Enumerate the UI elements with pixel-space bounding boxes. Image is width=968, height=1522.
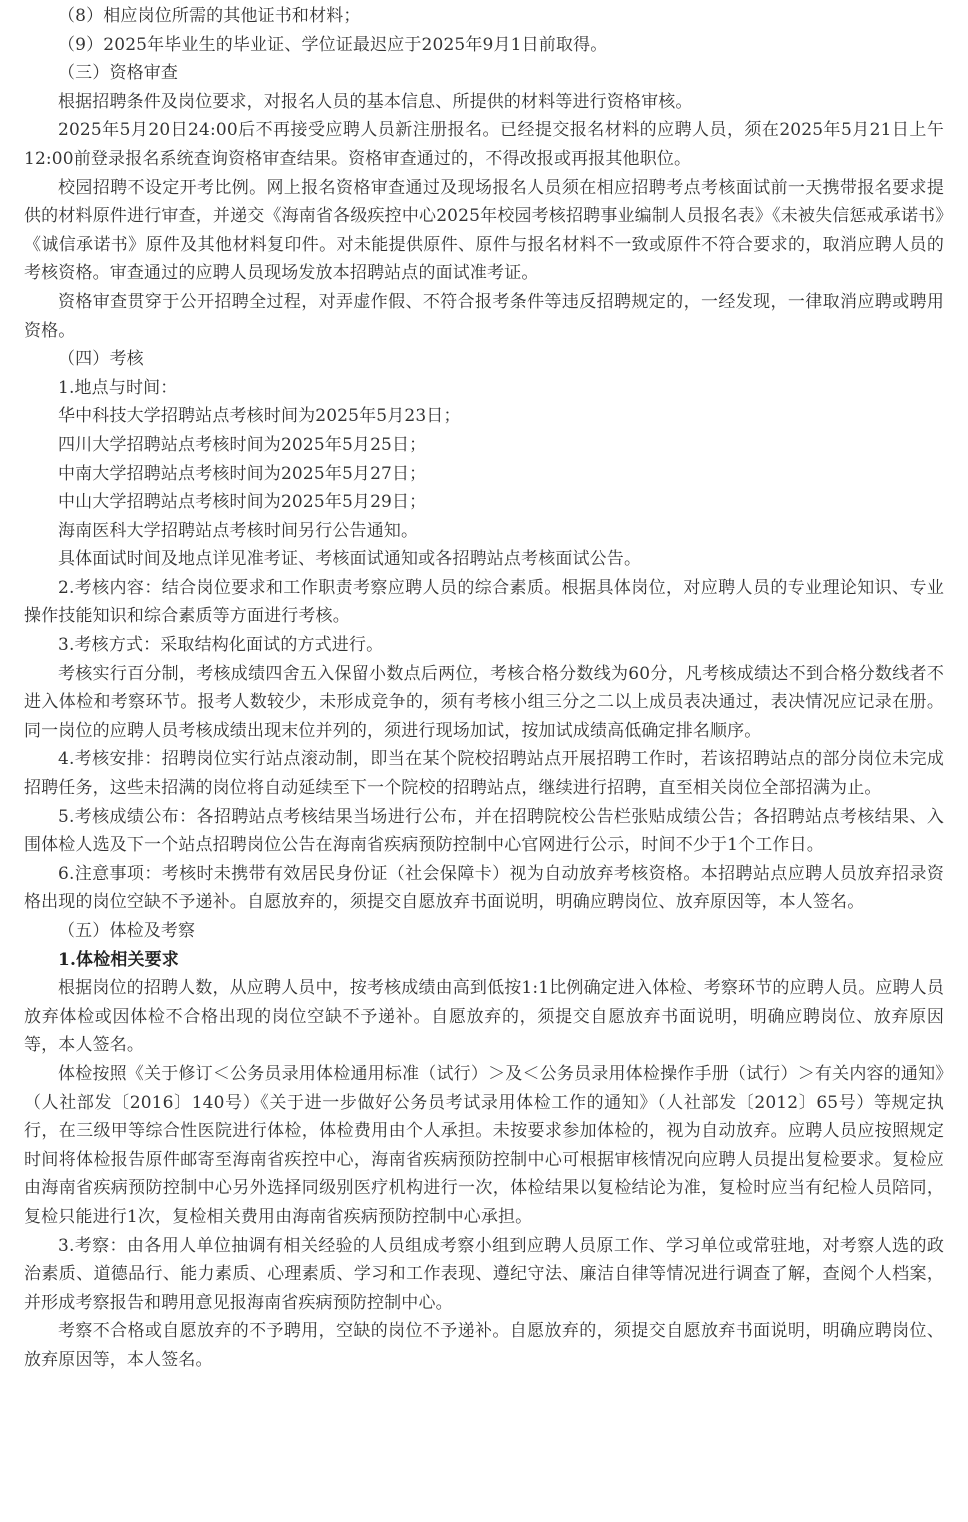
paragraph: （8）相应岗位所需的其他证书和材料； [58, 6, 361, 26]
section-heading: （三）资格审查 [58, 63, 179, 84]
subsection-heading: 1.体检相关要求 [58, 949, 179, 970]
paragraph: 2025年5月20日24:00后不再接受应聘人员新注册报名。已经提交报名材料的应聘人员，须在2025年5月21日上午12:00前登录报名系统查询资格审查结果。资格审查通过的，不得改报或再报其他职位。 [24, 120, 944, 169]
paragraph: 华中科技大学招聘站点考核时间为2025年5月23日； [58, 406, 461, 427]
section-heading: （四）考核 [58, 349, 144, 370]
paragraph: 6.注意事项：考核时未携带有效居民身份证（社会保障卡）视为自动放弃考核资格。本招聘站点应聘人员放弃招录资格出现的岗位空缺不予递补。自愿放弃的，须提交自愿放弃书面说明，明确应聘岗位、放弃原因等，本人签名。 [24, 863, 944, 913]
paragraph: 体检按照《关于修订＜公务员录用体检通用标准（试行）＞及＜公务员录用体检操作手册（试行）＞有关内容的通知》（人社部发〔2016〕140号）《关于进一步做好公务员考试录用体检工作的通知》（人社部发〔2012〕65号）等规定执行，在三级甲等综合性医院进行体检，体检费用由个人承担。未按要求参加体检的，视为自动放弃。应聘人员应按照规定时间将体检报告原件邮寄至海南省疾控中心，海南省疾病预防控制中心可根据审核情况向应聘人员提出复检要求。复检应由海南省疾病预防控制中心另外选择同级别医疗机构进行一次，体检结果以复检结论为准，复检时应当有纪检人员陪同，复检只能进行1次，复检相关费用由海南省疾病预防控制中心承担。 [24, 1063, 944, 1227]
paragraph: 5.考核成绩公布：各招聘站点考核结果当场进行公布，并在招聘院校公告栏张贴成绩公告；各招聘站点考核结果、入围体检人选及下一个站点招聘岗位公告在海南省疾病预防控制中心官网进行公示，时间不少于1个工作日。 [24, 806, 944, 856]
paragraph: 中山大学招聘站点考核时间为2025年5月29日； [58, 492, 427, 513]
paragraph: 具体面试时间及地点详见准考证、考核面试通知或各招聘站点考核面试公告。 [58, 549, 642, 570]
paragraph: 四川大学招聘站点考核时间为2025年5月25日； [58, 434, 427, 455]
section-heading: （五）体检及考察 [58, 921, 196, 941]
paragraph: 3.考核方式：采取结构化面试的方式进行。 [58, 635, 384, 656]
paragraph: 考核实行百分制，考核成绩四舍五入保留小数点后两位，考核合格分数线为60分，凡考核成绩达不到合格分数线者不进入体检和考察环节。报考人数较少，未形成竞争的，须有考核小组三分之二以上成员表决通过，表决情况应记录在册。同一岗位的应聘人员考核成绩出现末位并列的，须进行现场加试，按加试成绩高低确定排名顺序。 [24, 663, 944, 741]
paragraph: 3.考察：由各用人单位抽调有相关经验的人员组成考察小组到应聘人员原工作、学习单位或常驻地，对考察人选的政治素质、道德品行、能力素质、心理素质、学习和工作表现、遵纪守法、廉洁自律等情况进行调查了解，查阅个人档案，并形成考察报告和聘用意见报海南省疾病预防控制中心。 [24, 1235, 944, 1313]
paragraph: 2.考核内容：结合岗位要求和工作职责考察应聘人员的综合素质。根据具体岗位，对应聘人员的专业理论知识、专业操作技能知识和综合素质等方面进行考核。 [24, 577, 944, 627]
paragraph: 4.考核安排：招聘岗位实行站点滚动制，即当在某个院校招聘站点开展招聘工作时，若该招聘站点的部分岗位未完成招聘任务，这些未招满的岗位将自动延续至下一个院校的招聘站点，继续进行招聘，直至相关岗位全部招满为止。 [24, 749, 944, 799]
paragraph: 1.地点与时间： [58, 377, 178, 398]
paragraph: 中南大学招聘站点考核时间为2025年5月27日； [58, 463, 427, 484]
paragraph: 考察不合格或自愿放弃的不予聘用，空缺的岗位不予递补。自愿放弃的，须提交自愿放弃书面说明，明确应聘岗位、放弃原因等，本人签名。 [24, 1321, 944, 1370]
paragraph: 根据岗位的招聘人数，从应聘人员中，按考核成绩由高到低按1:1比例确定进入体检、考察环节的应聘人员。应聘人员放弃体检或因体检不合格出现的岗位空缺不予递补。自愿放弃的，须提交自愿放弃书面说明，明确应聘岗位、放弃原因等，本人签名。 [24, 978, 944, 1056]
paragraph: （9）2025年毕业生的毕业证、学位证最迟应于2025年9月1日前取得。 [58, 34, 608, 55]
paragraph: 资格审查贯穿于公开招聘全过程，对弄虚作假、不符合报考条件等违反招聘规定的，一经发现，一律取消应聘或聘用资格。 [24, 291, 944, 341]
paragraph: 海南医科大学招聘站点考核时间另行公告通知。 [58, 520, 419, 541]
paragraph: 校园招聘不设定开考比例。网上报名资格审查通过及现场报名人员须在相应招聘考点考核面试前一天携带报名要求提供的材料原件进行审查，并递交《海南省各级疾控中心2025年校园考核招聘事业编制人员报名表》《未被失信惩戒承诺书》《诚信承诺书》原件及其他材料复印件。对未能提供原件、原件与报名材料不一致或原件不符合要求的，取消应聘人员的考核资格。审查通过的应聘人员现场发放本招聘站点的面试准考证。 [24, 177, 944, 284]
paragraph: 根据招聘条件及岗位要求，对报名人员的基本信息、所提供的材料等进行资格审核。 [58, 91, 693, 112]
